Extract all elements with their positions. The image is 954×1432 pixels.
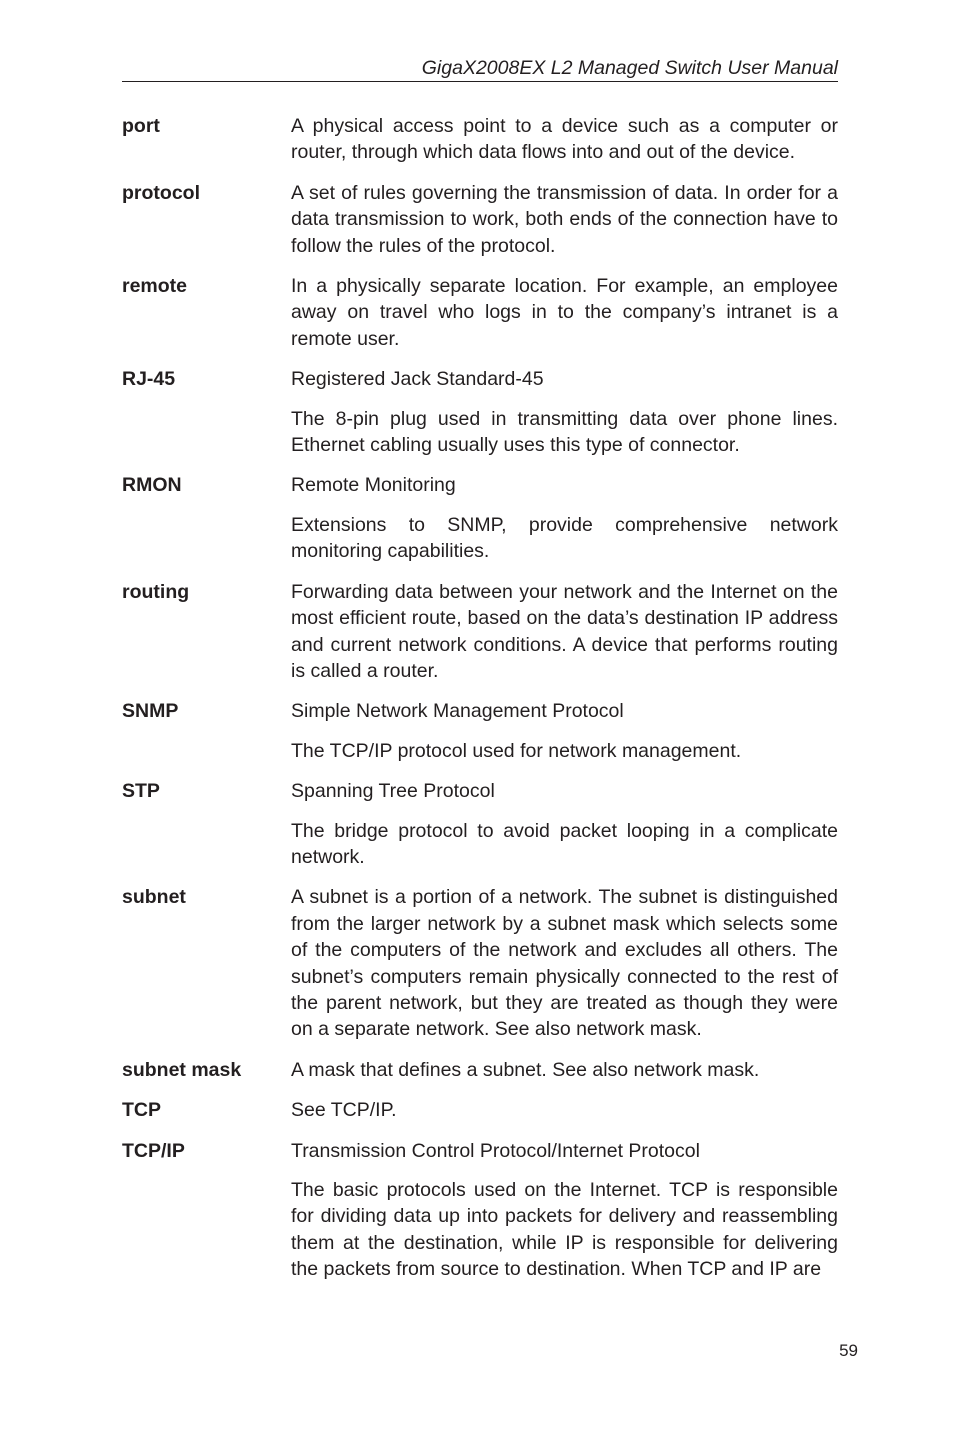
glossary-definition: A set of rules governing the transmission of data. In order for a data transmission to work, both ends of the connection have to follow the rules of the protocol. <box>291 181 838 257</box>
glossary-entry <box>122 778 838 870</box>
glossary-term: RMON <box>122 474 182 497</box>
glossary-term: subnet mask <box>122 1058 242 1081</box>
glossary-definition: Forwarding data between your network and the Internet on the most efficient route, based on the data’s destination IP address and current network conditions. A device that performs routing is called a router. <box>291 580 838 682</box>
glossary-entry <box>122 1057 838 1083</box>
header-rule <box>122 81 838 82</box>
glossary-definition: Spanning Tree Protocol <box>291 780 495 803</box>
glossary-definitions <box>291 1097 838 1123</box>
glossary-term: protocol <box>122 181 200 204</box>
glossary-definitions <box>291 366 838 458</box>
glossary-definition: See TCP/IP. <box>291 1099 397 1122</box>
glossary-entry <box>122 472 838 564</box>
glossary-definition: A subnet is a portion of a network. The subnet is distinguished from the larger network by a subnet mask which selects some of the computers of the network and excludes all others. The subnet’s computers remain physically connected to the rest of the parent network, but they are treated as though they were on a separate network. See also network mask. <box>291 886 838 1041</box>
glossary-definitions <box>291 180 838 259</box>
glossary-definitions <box>291 1138 838 1283</box>
glossary-definition: The bridge protocol to avoid packet looping in a complicate network. <box>291 819 838 868</box>
glossary-entry <box>122 1138 838 1283</box>
glossary-entry <box>122 180 838 259</box>
page-number: 59 <box>839 1341 858 1360</box>
glossary-definition: Extensions to SNMP, provide comprehensive network monitoring capabilities. <box>291 513 838 563</box>
glossary-entry <box>122 1097 838 1123</box>
glossary-definition: Remote Monitoring <box>291 474 456 497</box>
glossary-definitions <box>291 1057 838 1083</box>
glossary-term: TCP/IP <box>122 1139 185 1162</box>
glossary-term: SNMP <box>122 700 179 723</box>
glossary-definitions <box>291 778 838 870</box>
glossary-term: RJ-45 <box>122 368 176 391</box>
glossary-definition: Simple Network Management Protocol <box>291 700 624 723</box>
glossary-entry <box>122 366 838 458</box>
glossary-term: routing <box>122 580 190 603</box>
glossary-term: STP <box>122 780 160 803</box>
glossary-definition: Registered Jack Standard-45 <box>291 368 544 391</box>
glossary-definition: The 8-pin plug used in transmitting data over phone lines. Ethernet cabling usually uses this type of connector. <box>291 407 838 457</box>
glossary-entry <box>122 884 838 1042</box>
glossary-definition: A physical access point to a device such as a computer or router, through which data flows into and out of the device. <box>291 115 838 164</box>
glossary-entry <box>122 113 838 166</box>
glossary-list <box>122 113 838 1297</box>
glossary-entry <box>122 273 838 352</box>
running-header: GigaX2008EX L2 Managed Switch User Manual <box>421 57 838 79</box>
glossary-term: remote <box>122 275 188 298</box>
glossary-definition: The TCP/IP protocol used for network management. <box>291 739 742 762</box>
glossary-definitions <box>291 113 838 166</box>
glossary-definitions <box>291 698 838 764</box>
glossary-term: port <box>122 115 160 137</box>
glossary-term: subnet <box>122 886 186 909</box>
glossary-definition: The basic protocols used on the Internet. TCP is responsible for dividing data up into packets for delivery and reassembling them at the destination, while IP is responsible for delivering the packets from source to destination. When TCP and IP are <box>291 1179 838 1281</box>
glossary-definition: A mask that defines a subnet. See also network mask. <box>291 1058 760 1081</box>
glossary-definition: Transmission Control Protocol/Internet Protocol <box>291 1139 700 1162</box>
glossary-definitions <box>291 273 838 352</box>
glossary-definitions <box>291 884 838 1042</box>
glossary-entry <box>122 698 838 764</box>
glossary-definition: In a physically separate location. For example, an employee away on travel who logs in to the company’s intranet is a remote user. <box>291 275 838 350</box>
glossary-definitions <box>291 472 838 564</box>
glossary-definitions <box>291 579 838 685</box>
glossary-entry <box>122 579 838 685</box>
glossary-term: TCP <box>122 1099 161 1122</box>
